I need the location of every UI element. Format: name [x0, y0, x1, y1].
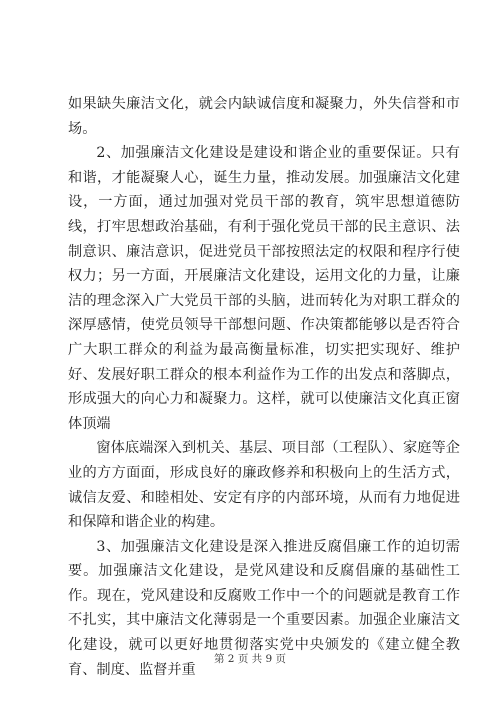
document-body	[68, 92, 460, 682]
paragraph-point-2-continued: 窗体底端深入到机关、基层、项目部（工程队）、家庭等企业的方方面面，形成良好的廉政修养和积极向上的生活方式，诚信友爱、和睦相处、安定有序的内部环境，从而有力地促进和保障和谐企业的构建。	[68, 440, 460, 531]
page-number-footer: 第 2 页 共 9 页	[213, 653, 287, 665]
paragraph-continuation: 如果缺失廉洁文化，就会内缺诚信度和凝聚力，外失信誉和市场。	[68, 96, 460, 137]
paragraph-point-3: 3、加强廉洁文化建设是深入推进反腐倡廉工作的迫切需要。加强廉洁文化建设，是党风建设和反腐倡廉的基础性工作。现在，党风建设和反腐败工作中一个的问题就是教育工作不扎实，其中廉洁文化薄弱是一个重要因素。加强企业廉洁文化建设，就可以更好地贯彻落实党中央颁发的《建立健全教育、制度、监督并重	[68, 538, 460, 678]
paragraph-point-2: 2、加强廉洁文化建设是建设和谐企业的重要保证。只有和谐，才能凝聚人心，诞生力量，推动发展。加强廉洁文化建设，一方面，通过加强对党员干部的教育，筑牢思想道德防线，打牢思想政治基础，有利于强化党员干部的民主意识、法制意识、廉洁意识，促进党员干部按照法定的权限和程序行使权力；另一方面，开展廉洁文化建设，运用文化的力量，让廉洁的理念深入广大党员干部的头脑，进而转化为对职工群众的深厚感情，使党员领导干部想问题、作决策都能够以是否符合广大职工群众的利益为最高衡量标准，切实把实现好、维护好、发展好职工群众的根本利益作为工作的出发点和落脚点，形成强大的向心力和凝聚力。这样，就可以使廉洁文化真正窗体顶端	[68, 145, 460, 432]
